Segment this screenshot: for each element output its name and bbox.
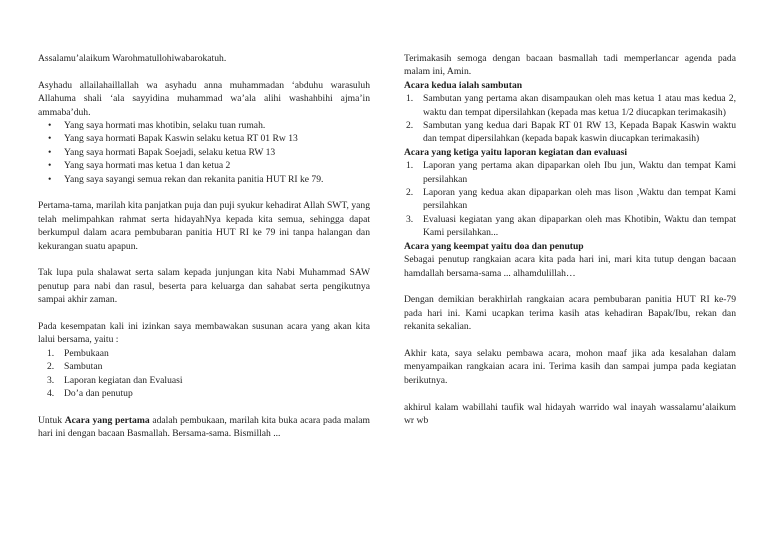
agenda-item-text: Pembukaan <box>64 347 109 359</box>
syahadat-paragraph: Asyhadu allailahaillallah wa asyhadu anna muhammadan ‘abduhu warasuluh Allahuma shali ‘ala sayyidina muhammad wa’ala alihi washahbihi ajma’in ammaba’duh. <box>38 79 370 118</box>
respect-item: • Yang saya hormati Bapak Soejadi, selaku ketua RW 13 <box>64 146 370 159</box>
first-event-prefix: Untuk <box>38 414 65 426</box>
fourth-event-heading: Acara yang keempat yaitu doa dan penutup <box>404 240 584 252</box>
left-column <box>38 52 370 441</box>
list-number: 1. <box>406 93 414 105</box>
respect-item: • Yang saya hormati mas ketua 1 dan ketua 2 <box>64 159 370 172</box>
gratitude-paragraph: Pertama-tama, marilah kita panjatkan puja dan puji syukur kehadirat Allah SWT, yang telah melimpahkan rahmat serta hidayahNya kepada kita semua, sehingga dapat berkumpul dalam acara pembubaran panitia HUT RI ke 79 ini tanpa halangan dan kekurangan suatu apapun. <box>38 200 370 252</box>
first-event-text: adalah pembukaan, marilah kita buka acara pada malam hari ini dengan bacaan Basmallah. Bersama-sama. Bismillah ... <box>38 414 370 440</box>
third-event-item <box>406 213 736 240</box>
apology-paragraph: Akhir kata, saya selaku pembawa acara, mohon maaf jika ada kesalahan dalam menyampaikan rangkaian acara ini. Terima kasih dan sampai jumpa pada kegiatan berikutnya. <box>404 347 736 386</box>
list-number: 2. <box>406 120 414 132</box>
third-event-item-text: Evaluasi kegiatan yang akan dipaparkan oleh mas Khotibin, Waktu dan tempat Kami persilahkan... <box>423 213 736 239</box>
agenda-item <box>47 347 370 360</box>
third-event-item-text: Laporan yang pertama akan dipaparkan oleh Ibu jun, Waktu dan tempat Kami persilahkan <box>423 160 736 185</box>
third-event-item <box>406 159 736 186</box>
third-event-item-text: Laporan yang kedua akan dipaparkan oleh mas lison ,Waktu dan tempat Kami persilahkan <box>423 187 736 212</box>
agenda-item <box>47 360 370 373</box>
agenda-item-text: Sambutan <box>64 361 103 373</box>
third-event-item <box>406 186 736 213</box>
list-number: 1. <box>406 160 414 172</box>
right-column <box>404 52 736 427</box>
second-event-item-text: Sambutan yang kedua dari Bapak RT 01 RW 13, Kepada Bapak Kaswin waktu dan tempat dipersilahkan (kepada bapak kaswin diucapkan terimakasih) <box>423 120 736 145</box>
respect-item: • Yang saya hormati Bapak Kaswin selaku ketua RT 01 Rw 13 <box>64 132 370 145</box>
second-event-heading: Acara kedua ialah sambutan <box>404 79 523 91</box>
list-number: 2. <box>47 361 55 373</box>
second-event-list <box>404 92 736 146</box>
thanks-paragraph: Terimakasih semoga dengan bacaan basmallah tadi memperlancar agenda pada malam ini, Amin. <box>404 53 736 78</box>
greeting-paragraph: Assalamu’alaikum Warohmatullohiwabarokatuh. <box>38 53 227 64</box>
shalawat-paragraph: Tak lupa pula shalawat serta salam kepada junjungan kita Nabi Muhammad SAW penutup para nabi dan rasul, beserta para keluarga dan sahabat serta pengikutnya sampai akhir zaman. <box>38 267 370 306</box>
fourth-event-paragraph: Sebagai penutup rangkaian acara kita pada hari ini, mari kita tutup dengan bacaan hamdallah bersama-sama ... alhamdulillah… <box>404 254 736 279</box>
agenda-item <box>47 374 370 387</box>
closing-paragraph: Dengan demikian berakhirlah rangkaian acara pembubaran panitia HUT RI ke-79 pada hari ini. Kami ucapkan terima kasih atas kehadiran Bapak/Ibu, rekan dan rekanita sekalian. <box>404 294 736 333</box>
respect-list <box>38 119 370 186</box>
first-event-paragraph <box>38 414 370 441</box>
agenda-list <box>38 347 370 401</box>
list-number: 4. <box>47 388 55 400</box>
agenda-intro-paragraph: Pada kesempatan kali ini izinkan saya membawakan susunan acara yang akan kita lalui bersama, yaitu : <box>38 321 370 346</box>
agenda-item-text: Laporan kegiatan dan Evaluasi <box>64 374 183 386</box>
agenda-item <box>47 387 370 400</box>
list-number: 1. <box>47 347 55 359</box>
farewell-paragraph: akhirul kalam wabillahi taufik wal hidayah warrido wal inayah wassalamu’alaikum wr wb <box>404 401 736 426</box>
third-event-heading: Acara yang ketiga yaitu laporan kegiatan dan evaluasi <box>404 146 628 158</box>
first-event-bold: Acara yang pertama <box>64 414 150 426</box>
second-event-item-text: Sambutan yang pertama akan disampaukan oleh mas ketua 1 atau mas kedua 2, waktu dan tempat dipersilahkan (kepada mas ketua 1/2 diucapkan terimakasih) <box>423 93 736 118</box>
respect-item: • Yang saya hormati mas khotibin, selaku tuan rumah. <box>64 119 370 132</box>
second-event-item <box>406 92 736 119</box>
list-number: 3. <box>47 374 55 386</box>
agenda-item-text: Do’a dan penutup <box>64 388 133 400</box>
respect-item: • Yang saya sayangi semua rekan dan rekanita panitia HUT RI ke 79. <box>64 173 370 186</box>
third-event-list <box>404 159 736 239</box>
list-number: 3. <box>406 213 414 225</box>
second-event-item <box>406 119 736 146</box>
list-number: 2. <box>406 187 414 199</box>
